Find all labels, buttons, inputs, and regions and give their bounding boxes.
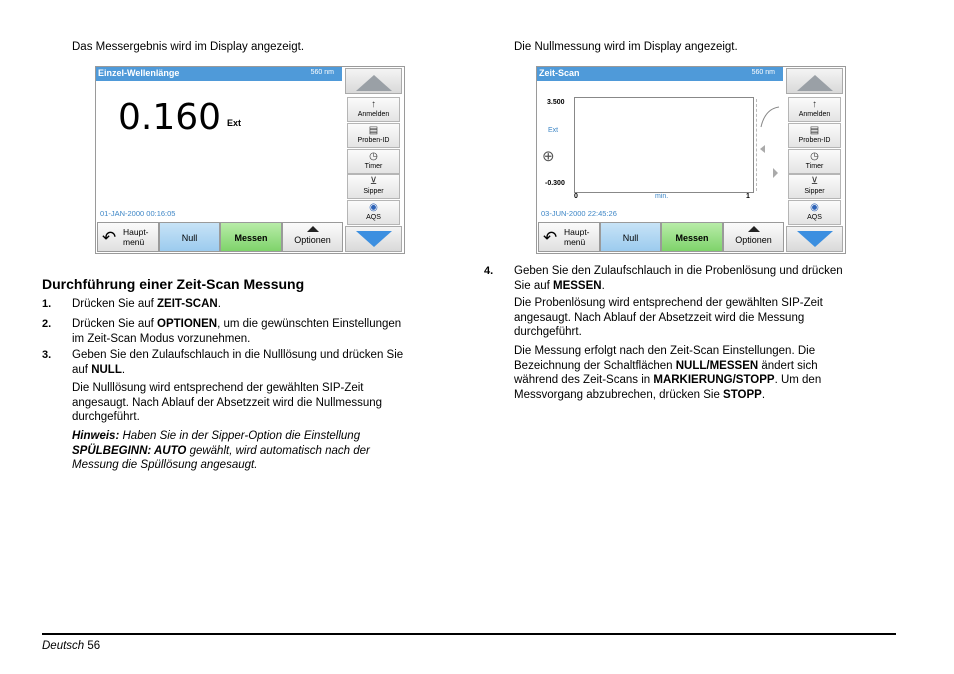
zero-button[interactable]: Null [159,222,220,252]
step-4: Geben Sie den Zulaufschlauch in die Probenlösung und drücken Sie auf MESSEN. [514,265,843,292]
options-up-icon [748,226,760,232]
timer-button[interactable]: ◷ Timer [788,149,841,174]
measurement-value: 0.160 [118,97,222,138]
step-3: Geben Sie den Zulaufschlauch in die Nulllösung und drücken Sie auf NULL. [72,349,404,376]
scroll-up-button[interactable] [786,68,843,94]
login-button[interactable]: ↑ Anmelden [788,97,841,122]
sipper-button[interactable]: ⊻ Sipper [788,174,841,199]
graph-tools [756,99,784,191]
aqs-icon: ◉ [810,202,819,213]
right-caption: Die Nullmessung wird im Display angezeigt. [514,41,738,53]
options-button[interactable]: Optionen [282,222,343,252]
zero-button[interactable]: Null [600,222,661,252]
y-axis-max: 3.500 [547,99,565,106]
sipper-icon: ⊻ [369,176,378,187]
wavelength-label: 560 nm [751,69,775,76]
page-number: 56 [87,640,101,652]
screen-title-bar [537,67,783,81]
measurement-unit: Ext [227,118,242,128]
screen-date: 01-JAN-2000 00:16:05 [100,209,176,218]
down-arrow-icon [356,231,392,247]
scroll-down-button[interactable] [786,226,843,252]
screen-title: Einzel-Wellenlänge [98,68,180,78]
step-3-paragraph: Die Nulllösung wird entsprechend der gewählten SIP-Zeit angesaugt. Nach Ablauf der Absetzzeit wird die Nullmessung durchgeführt. [72,382,383,423]
measure-button[interactable]: Messen [661,222,723,252]
timer-button[interactable]: ◷ Timer [347,149,400,174]
footer-rule [42,633,896,635]
sample-id-button[interactable]: ▤ Proben-ID [788,123,841,148]
zoom-icon[interactable]: ⊕ [542,148,555,165]
login-icon: ↑ [371,99,376,110]
step-number: 2. [42,318,52,330]
x-axis-max: 1 [746,193,750,200]
x-axis-label: min. [655,193,669,200]
sample-id-button[interactable]: ▤ Proben-ID [347,123,400,148]
scroll-up-button[interactable] [345,68,402,94]
y-axis-label: Ext [548,127,559,134]
scroll-down-button[interactable] [345,226,402,252]
note: Hinweis: Haben Sie in der Sipper-Option die Einstellung SPÜLBEGINN: AUTO gewählt, wird automatisch nach der Messung die Spüllösung angesaugt. [72,430,370,471]
back-arrow-icon: ↶ [543,228,558,247]
step-1: Drücken Sie auf ZEIT-SCAN. [72,298,221,310]
step-4-paragraph-1: Die Probenlösung wird entsprechend der gewählten SIP-Zeit angesaugt. Nach Ablauf der Absetzzeit wird die Messung durchgeführt. [514,297,823,338]
options-up-icon [307,226,319,232]
footer [42,640,100,652]
main-menu-button[interactable]: ↶ Haupt- menü [538,222,600,252]
y-axis-min: -0.300 [545,180,565,187]
time-scan-screen [536,66,846,254]
step-number: 4. [484,265,494,277]
sample-id-icon: ▤ [809,125,820,136]
footer-language: Deutsch [42,640,85,652]
timer-icon: ◷ [369,151,378,162]
back-arrow-icon: ↶ [102,228,117,247]
left-caption: Das Messergebnis wird im Display angezeigt. [72,41,305,53]
sipper-icon: ⊻ [810,176,819,187]
screen-title: Zeit-Scan [539,68,580,78]
x-axis-min: 0 [574,193,578,200]
timer-icon: ◷ [810,151,819,162]
curve-icon [761,107,779,127]
left-cursor-icon [760,145,765,153]
login-icon: ↑ [812,99,817,110]
main-menu-button[interactable]: ↶ Haupt- menü [97,222,159,252]
single-wavelength-screen [95,66,405,254]
screen-title-bar [96,67,342,81]
sample-id-icon: ▤ [368,125,379,136]
measure-button[interactable]: Messen [220,222,282,252]
section-heading: Durchführung einer Zeit-Scan Messung [42,276,305,292]
up-arrow-icon [797,75,833,91]
screen-date: 03-JUN-2000 22:45:26 [541,209,617,218]
down-arrow-icon [797,231,833,247]
aqs-icon: ◉ [369,202,378,213]
up-arrow-icon [356,75,392,91]
step-4-paragraph-2: Die Messung erfolgt nach den Zeit-Scan Einstellungen. Die Bezeichnung der Schaltflächen NULL/MESSEN ändert sich während des Zeit-Scans in MARKIERUNG/STOPP. Um den Messvorgang abzubrechen, drücken Sie STOPP. [514,345,822,401]
graph-tool-icons [757,99,784,191]
aqs-button[interactable]: ◉ AQS [347,200,400,225]
step-2: Drücken Sie auf OPTIONEN, um die gewünschten Einstellungen im Zeit-Scan Modus vorzunehmen. [72,318,402,345]
right-cursor-icon [773,168,778,178]
step-number: 1. [42,298,52,310]
sipper-button[interactable]: ⊻ Sipper [347,174,400,199]
wavelength-label: 560 nm [310,69,334,76]
step-number: 3. [42,349,52,361]
scan-graph-area [574,97,754,193]
aqs-button[interactable]: ◉ AQS [788,200,841,225]
options-button[interactable]: Optionen [723,222,784,252]
login-button[interactable]: ↑ Anmelden [347,97,400,122]
